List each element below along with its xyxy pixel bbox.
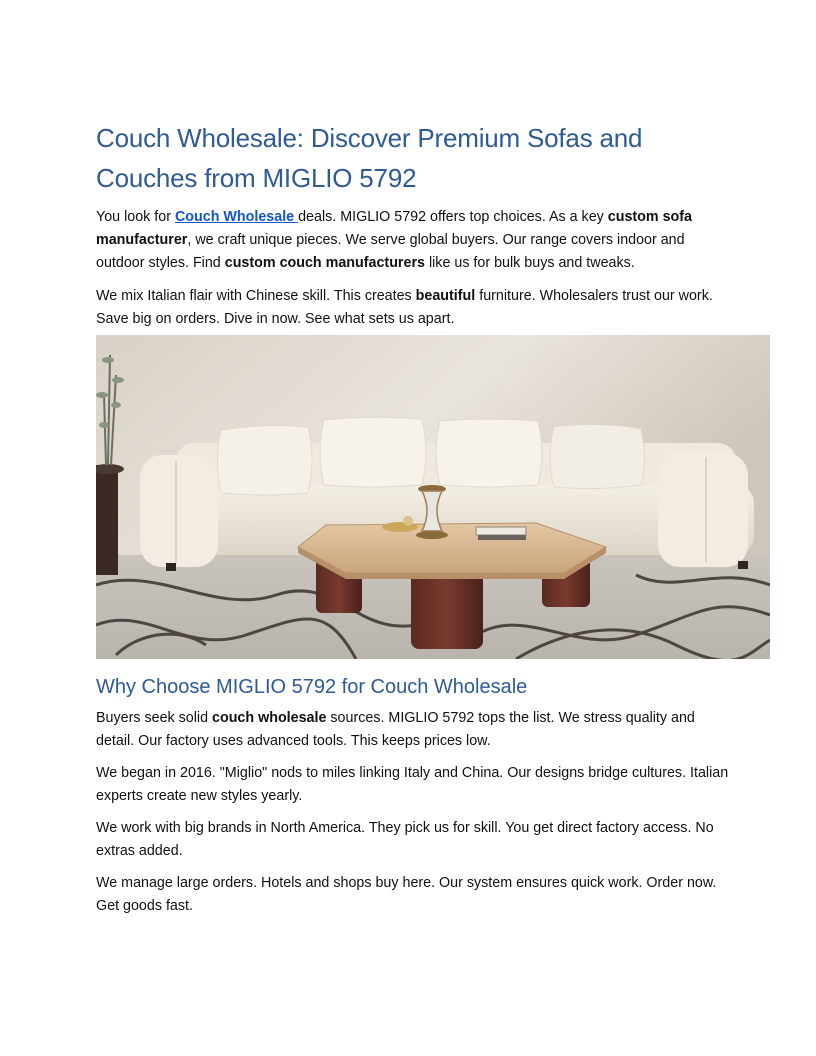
section-p1-text-1: Buyers seek solid bbox=[96, 710, 213, 726]
intro-p2-bold-1: beautiful bbox=[415, 288, 476, 304]
intro-section bbox=[96, 118, 720, 331]
intro-p2-text-1: We mix Italian flair with Chinese skill. This creates bbox=[96, 288, 416, 304]
couch-wholesale-link[interactable]: Couch Wholesale bbox=[174, 209, 299, 225]
intro-p1-bold-2: custom couch manufacturers bbox=[224, 255, 425, 271]
why-choose-section bbox=[96, 672, 736, 918]
intro-p2-text-2: furniture. Wholesalers trust our work. Save big on orders. Dive in now. See what sets us apart. bbox=[96, 288, 713, 327]
section-p1-bold-1: couch wholesale bbox=[212, 710, 327, 726]
intro-paragraph-2 bbox=[96, 285, 720, 331]
intro-p1-text-1: You look for bbox=[96, 209, 175, 225]
section-paragraph-4: We manage large orders. Hotels and shops buy here. Our system ensures quick work. Order now. Get goods fast. bbox=[96, 875, 717, 914]
page-title: Couch Wholesale: Discover Premium Sofas and Couches from MIGLIO 5792 bbox=[96, 123, 643, 193]
intro-paragraph-1 bbox=[96, 206, 720, 275]
section-paragraph-1 bbox=[96, 707, 736, 753]
sofa-illustration bbox=[96, 335, 770, 659]
intro-p1-text-2: deals. MIGLIO 5792 offers top choices. As a key bbox=[298, 209, 608, 225]
intro-p1-text-3: , we craft unique pieces. We serve global buyers. Our range covers indoor and outdoor styles. Find bbox=[96, 232, 685, 271]
section-p1-text-2: sources. MIGLIO 5792 tops the list. We stress quality and detail. Our factory uses advanced tools. This keeps prices low. bbox=[96, 710, 695, 749]
section-heading: Why Choose MIGLIO 5792 for Couch Wholesale bbox=[96, 676, 528, 698]
section-paragraph-3: We work with big brands in North America. They pick us for skill. You get direct factory access. No extras added. bbox=[96, 820, 714, 859]
section-paragraph-2: We began in 2016. "Miglio" nods to miles linking Italy and China. Our designs bridge cultures. Italian experts create new styles yearly. bbox=[96, 765, 729, 804]
intro-p1-bold-1: custom sofa manufacturer bbox=[96, 209, 692, 248]
sofa-hero-image bbox=[96, 335, 770, 659]
intro-p1-text-4: like us for bulk buys and tweaks. bbox=[424, 255, 635, 271]
